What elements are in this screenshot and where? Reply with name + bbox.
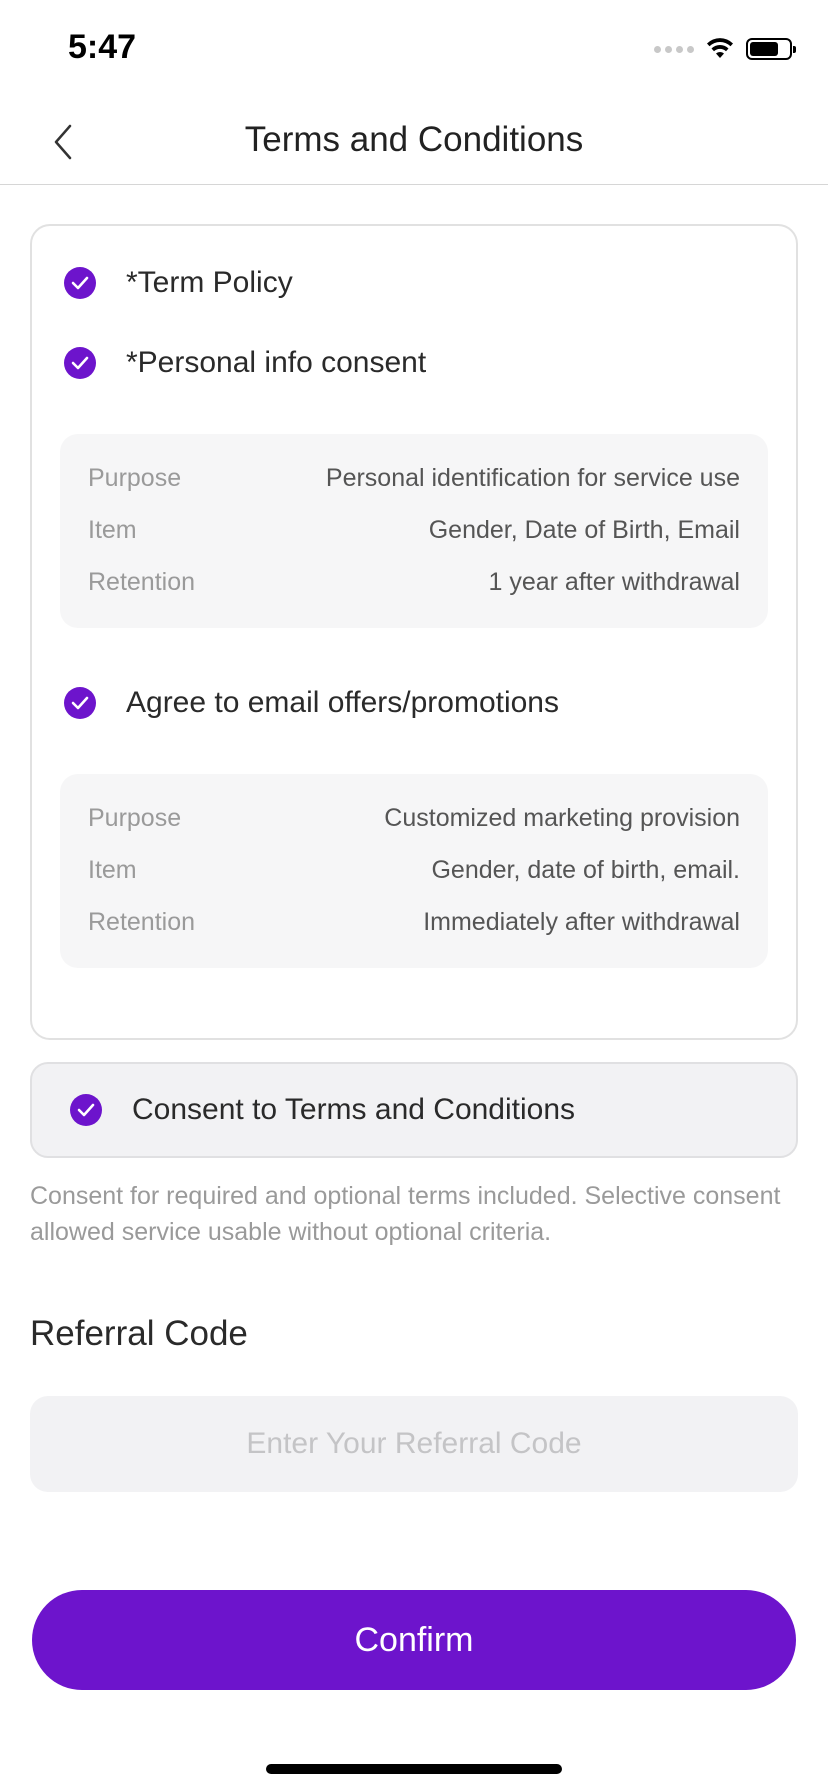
detail-key: Retention [88,908,196,936]
check-circle-icon [64,687,96,719]
status-bar [0,0,828,100]
status-time: 5:47 [68,28,137,66]
battery-icon [746,38,792,60]
personal-info-details [60,434,768,628]
confirm-button[interactable]: Confirm [32,1590,796,1690]
wifi-icon [706,38,734,60]
consent-all-checkbox[interactable] [30,1062,798,1158]
detail-key: Purpose [88,804,182,832]
consent-all-label: Consent to Terms and Conditions [132,1093,576,1126]
detail-row [88,856,740,885]
page-title: Terms and Conditions [244,120,584,159]
detail-key: Item [88,516,137,544]
check-circle-icon [70,1094,102,1126]
check-circle-icon [64,267,96,299]
detail-row [88,464,740,493]
home-indicator [266,1764,562,1774]
terms-card [30,224,798,1040]
term-label: *Term Policy [126,266,293,299]
detail-row [88,908,740,937]
term-label: Agree to email offers/promotions [126,686,559,719]
detail-row [88,516,740,545]
detail-row [88,804,740,833]
detail-value: Customized marketing provision [384,804,740,832]
referral-code-title: Referral Code [30,1314,248,1353]
detail-key: Retention [88,568,196,596]
email-promotions-details [60,774,768,968]
nav-bar [0,100,828,185]
detail-key: Item [88,856,137,884]
consent-note: Consent for required and optional terms included. Selective consent allowed service usable without optional criteria. [30,1182,781,1246]
cellular-signal-icon [654,46,694,53]
email-promotions-checkbox[interactable] [64,686,559,720]
detail-row [88,568,740,597]
referral-code-input[interactable] [30,1396,798,1492]
detail-value: Immediately after withdrawal [423,908,740,936]
detail-value: Gender, Date of Birth, Email [428,516,740,544]
check-circle-icon [64,347,96,379]
term-policy-checkbox[interactable] [64,266,293,300]
personal-info-consent-checkbox[interactable] [64,346,426,380]
detail-value: Personal identification for service use [325,464,740,492]
term-label: *Personal info consent [126,346,427,379]
status-icons [654,34,792,64]
detail-value: 1 year after withdrawal [488,568,740,596]
detail-value: Gender, date of birth, email. [431,856,740,884]
detail-key: Purpose [88,464,182,492]
